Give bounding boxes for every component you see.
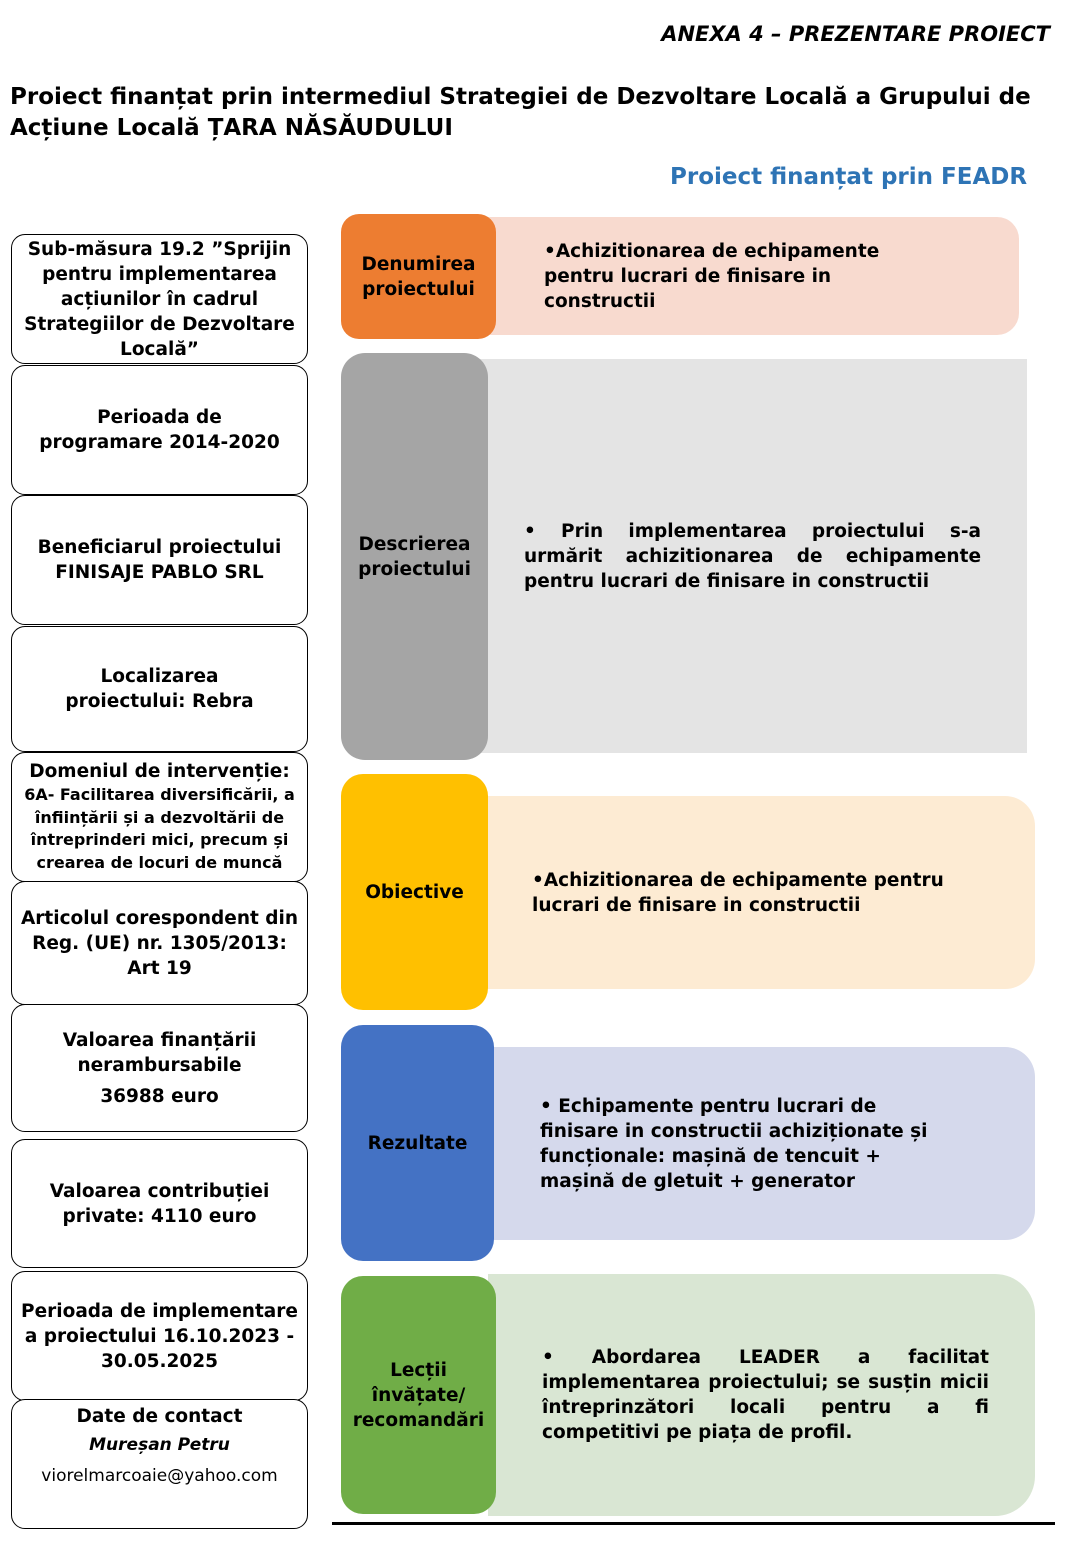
intervention-domain-box [11,752,308,882]
results-panel [488,1047,1035,1240]
project-description-label [341,353,488,760]
project-name-panel [488,217,1019,335]
grant-value-amount: 36988 euro [100,1085,219,1107]
project-description-panel [480,359,1027,753]
lessons-text: • Abordarea LEADER a facilitat implementarea proiectului; se susțin micii întreprinzători locali pentru a fi competitivi pe piața de profil. [542,1347,989,1443]
article-text: Articolul corespondent din Reg. (UE) nr. 1305/2013: Art 19 [20,907,299,979]
lessons-label-text: Lecții învățate/ recomandări [352,1359,485,1431]
project-name-label [341,214,496,339]
contact-name: Mureșan Petru [89,1435,230,1455]
project-name-label-text: Denumirea proiectului [361,253,476,300]
beneficiary-box [11,495,308,625]
contact-email: viorelmarcoaie@yahoo.com [41,1466,278,1486]
lessons-label [341,1276,496,1514]
results-text: • Echipamente pentru lucrari de finisare in constructii achiziționate și funcționale: mașină de tencuit + mașină de gletuit + generator [540,1095,928,1192]
project-description-label-text: Descrierea proiectului [358,533,471,580]
objectives-label [341,774,488,1010]
location-box [11,626,308,752]
location-text: Localizarea proiectului: Rebra [65,666,254,712]
objectives-text: •Achizitionarea de echipamente pentru lucrari de finisare in constructii [532,869,944,916]
implementation-period-box [11,1271,308,1401]
submeasure-text: Sub-măsura 19.2 ”Sprijin pentru implementarea acțiunilor în cadrul Strategiilor de Dezvoltare Locală” [24,238,295,360]
lessons-panel [488,1274,1035,1516]
page-title: Proiect finanțat prin intermediul Strategiei de Dezvoltare Locală a Grupului de Acțiune Locală ȚARA NĂSĂUDULUI [10,84,1031,141]
contact-title: Date de contact [76,1406,243,1427]
grant-value-label: Valoarea finanțării nerambursabile [62,1029,257,1076]
submeasure-box [11,234,308,364]
results-label-text: Rezultate [367,1132,468,1154]
beneficiary-text: Beneficiarul proiectului FINISAJE PABLO SRL [37,537,282,583]
project-name-text: •Achizitionarea de echipamente pentru lucrari de finisare in constructii [544,240,880,312]
annex-title: ANEXA 4 – PREZENTARE PROIECT [661,22,1050,46]
intervention-domain-text: 6A- Facilitarea diversificării, a înființării și a dezvoltării de întreprinderi mici, precum și crearea de locuri de muncă [24,785,295,872]
programming-period-text: Perioada de programare 2014-2020 [39,407,280,453]
private-contribution-box [11,1139,308,1268]
objectives-panel [480,796,1035,989]
grant-value-box [11,1004,308,1132]
article-box [11,881,308,1005]
programming-period-box [11,365,308,495]
results-label [341,1025,494,1261]
intervention-domain-title: Domeniul de intervenție: [29,761,290,782]
project-description-text: • Prin implementarea proiectului s-a urmărit achizitionarea de echipamente pentru lucrari de finisare in constructii [524,520,981,592]
private-contribution-text: Valoarea contribuției private: 4110 euro [49,1180,270,1227]
objectives-label-text: Obiective [365,881,464,903]
implementation-period-text: Perioada de implementare a proiectului 16.10.2023 - 30.05.2025 [21,1300,298,1372]
contact-box [11,1399,308,1529]
bottom-divider [332,1522,1055,1525]
funding-subtitle: Proiect finanțat prin FEADR [670,164,1028,190]
